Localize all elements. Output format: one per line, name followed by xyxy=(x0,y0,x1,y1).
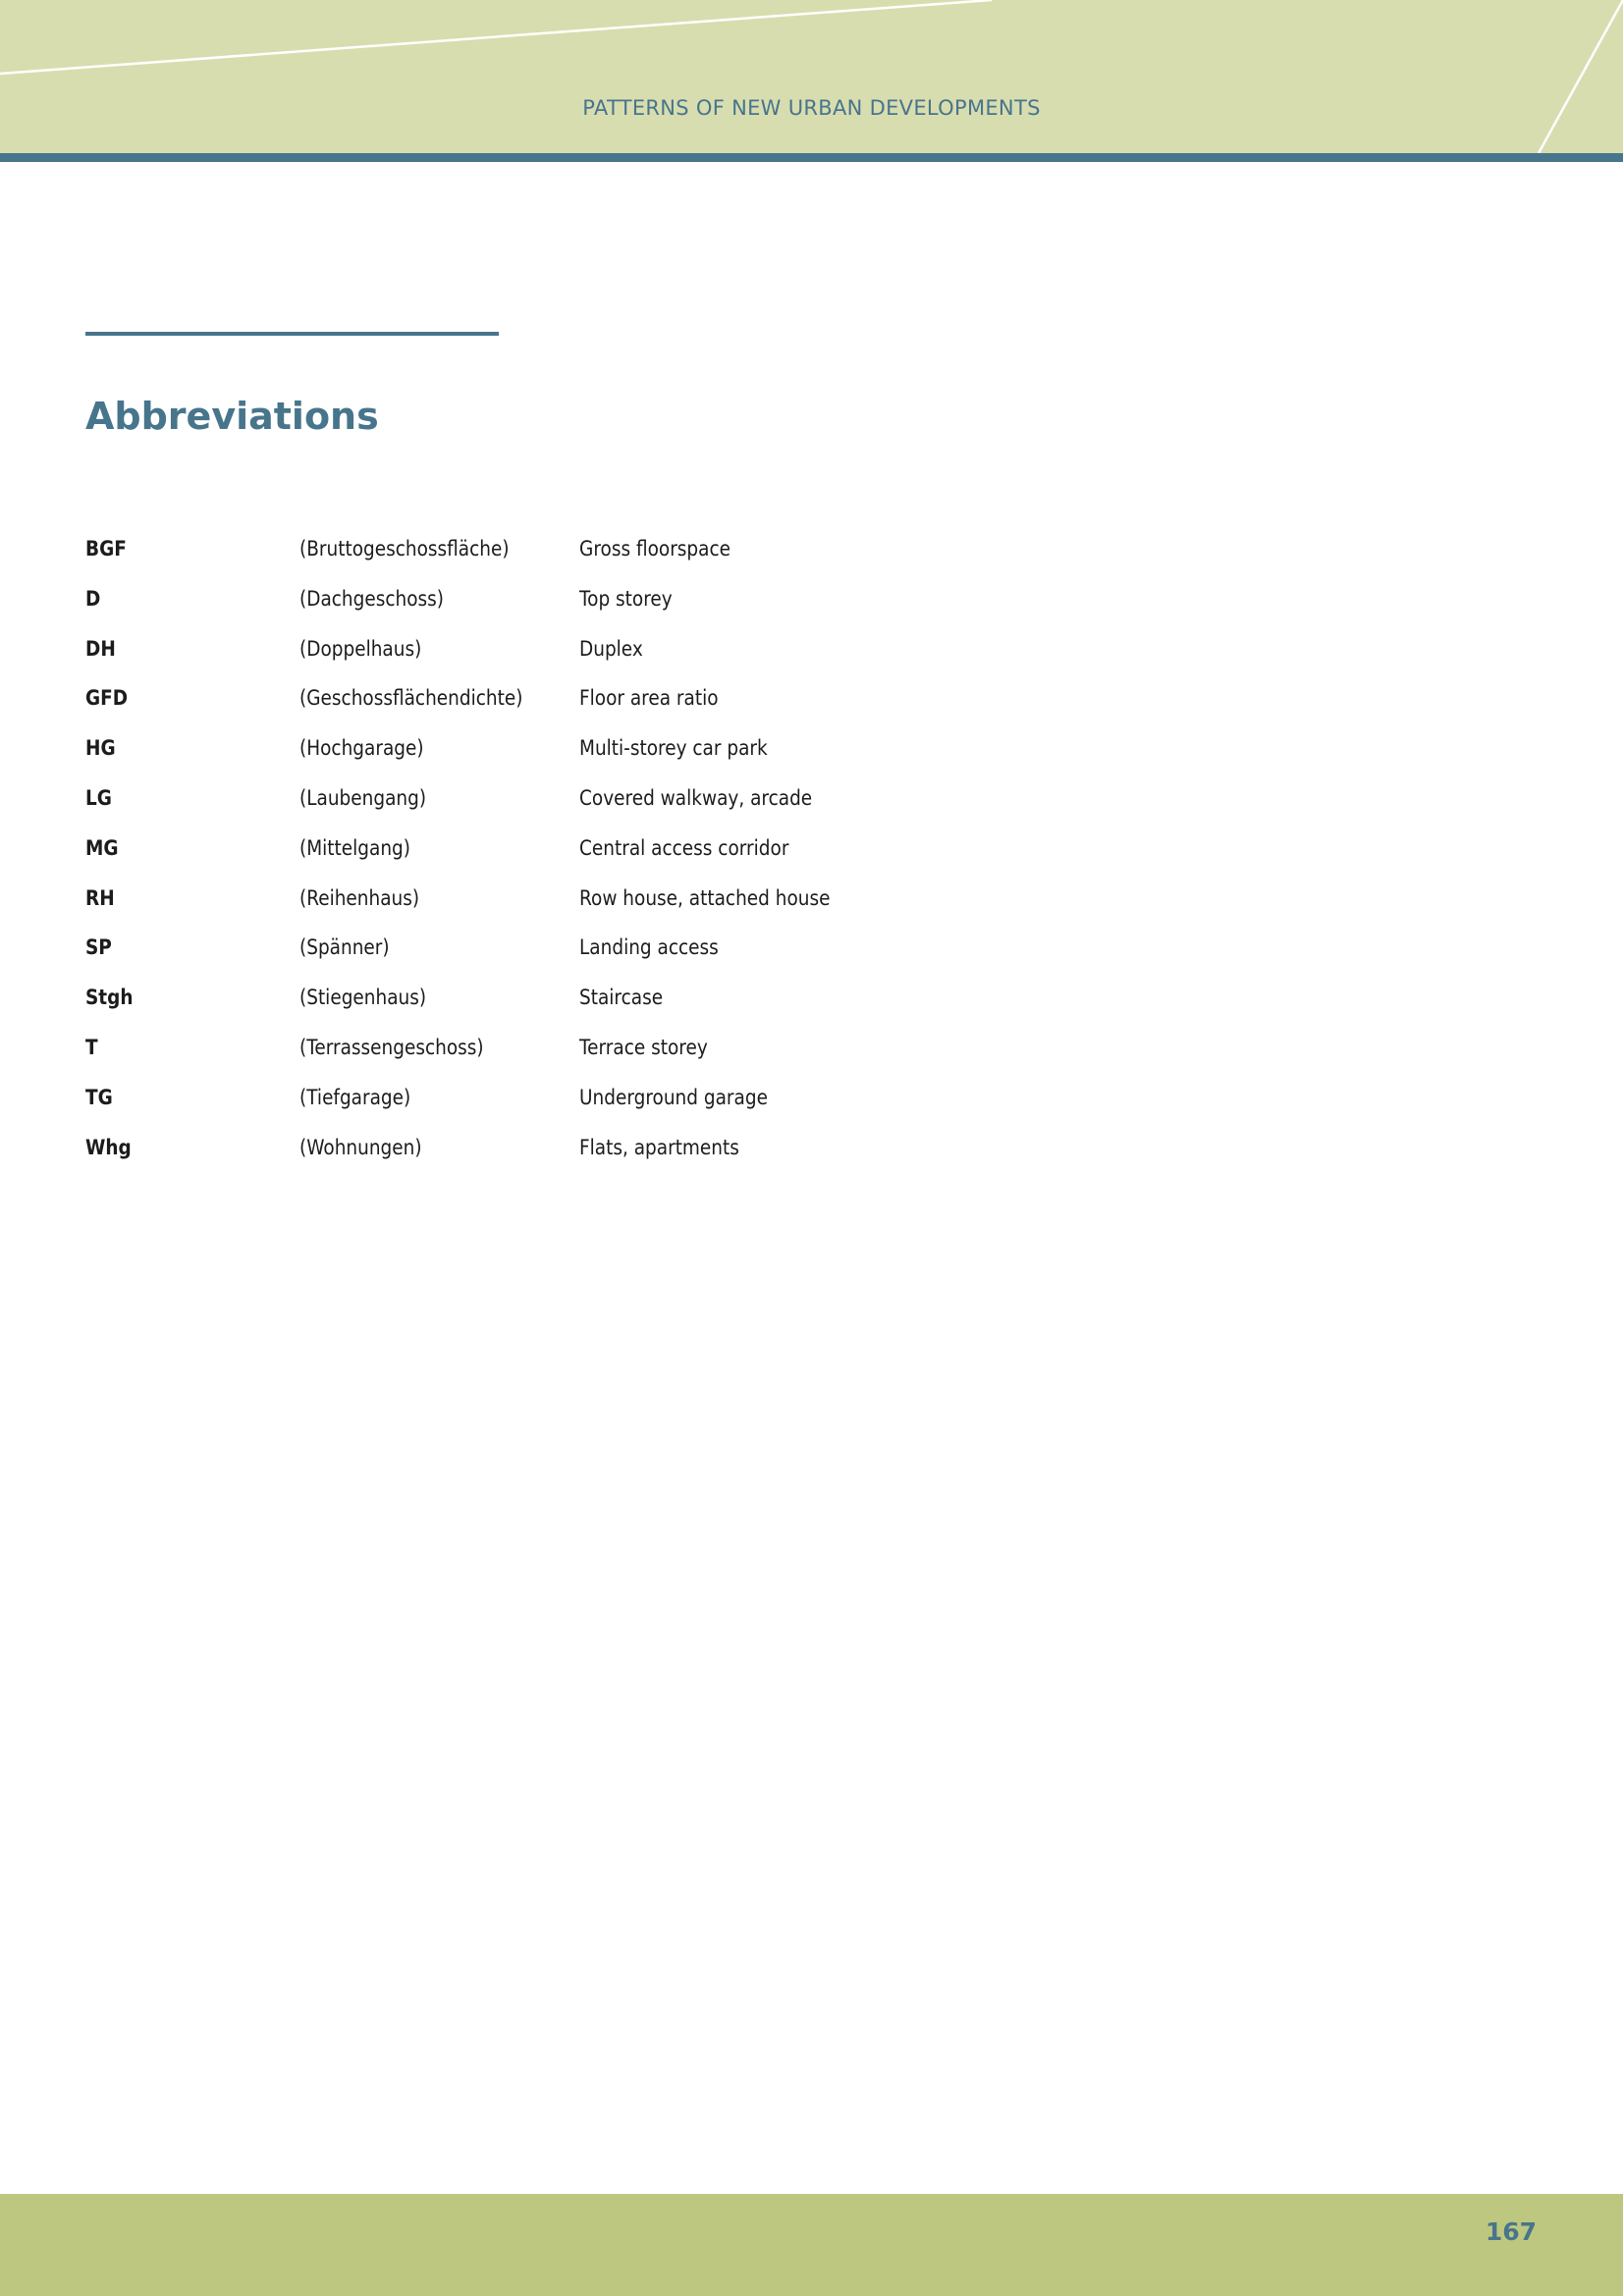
abbreviation-row xyxy=(85,924,969,974)
abbreviation-english: Floor area ratio xyxy=(579,686,719,711)
header-rule xyxy=(0,153,1623,162)
abbreviation-row xyxy=(85,974,969,1024)
abbreviation-row xyxy=(85,525,969,575)
abbreviation-code: BGF xyxy=(85,537,127,561)
abbreviation-german: (Spänner) xyxy=(299,935,390,960)
abbreviation-english: Gross floorspace xyxy=(579,537,731,561)
abbreviation-english: Terrace storey xyxy=(579,1035,708,1059)
abbreviations-table xyxy=(85,525,969,1173)
abbreviation-code: GFD xyxy=(85,686,129,711)
abbreviation-row xyxy=(85,825,969,875)
abbreviation-row xyxy=(85,674,969,724)
abbreviation-english: Staircase xyxy=(579,986,664,1010)
abbreviation-code: LG xyxy=(85,785,112,810)
abbreviation-code: TG xyxy=(85,1085,113,1109)
header-decorative-lines xyxy=(0,0,1623,153)
abbreviation-german: (Dachgeschoss) xyxy=(299,586,445,611)
abbreviation-german: (Laubengang) xyxy=(299,785,427,810)
abbreviation-english: Flats, apartments xyxy=(579,1135,739,1159)
abbreviation-row xyxy=(85,724,969,774)
abbreviation-english: Covered walkway, arcade xyxy=(579,785,813,810)
abbreviation-code: D xyxy=(85,586,101,611)
abbreviation-code: MG xyxy=(85,835,119,860)
abbreviation-row xyxy=(85,1124,969,1174)
page-number: 167 xyxy=(1485,2217,1537,2246)
abbreviation-code: DH xyxy=(85,636,116,661)
abbreviation-english: Underground garage xyxy=(579,1085,768,1109)
abbreviation-row xyxy=(85,875,969,925)
abbreviation-german: (Stiegenhaus) xyxy=(299,986,427,1010)
abbreviation-german: (Doppelhaus) xyxy=(299,636,422,661)
abbreviation-german: (Wohnungen) xyxy=(299,1135,422,1159)
abbreviation-german: (Reihenhaus) xyxy=(299,885,420,910)
abbreviation-english: Duplex xyxy=(579,636,643,661)
abbreviation-german: (Bruttogeschossfläche) xyxy=(299,537,510,561)
abbreviation-german: (Geschossflächendichte) xyxy=(299,686,523,711)
abbreviation-german: (Hochgarage) xyxy=(299,736,424,761)
abbreviation-code: Stgh xyxy=(85,986,134,1010)
abbreviation-english: Central access corridor xyxy=(579,835,789,860)
header-band xyxy=(0,0,1623,153)
abbreviation-code: Whg xyxy=(85,1135,132,1159)
abbreviation-code: T xyxy=(85,1035,98,1059)
abbreviation-german: (Mittelgang) xyxy=(299,835,410,860)
abbreviation-english: Top storey xyxy=(579,586,673,611)
abbreviation-english: Row house, attached house xyxy=(579,885,831,910)
abbreviation-row xyxy=(85,1024,969,1074)
abbreviation-code: SP xyxy=(85,935,112,960)
abbreviation-english: Multi-storey car park xyxy=(579,736,768,761)
abbreviation-german: (Terrassengeschoss) xyxy=(299,1035,484,1059)
abbreviation-code: RH xyxy=(85,885,115,910)
abbreviation-row xyxy=(85,774,969,825)
abbreviation-code: HG xyxy=(85,736,116,761)
abbreviation-row xyxy=(85,625,969,675)
section-rule xyxy=(85,332,499,336)
footer-band xyxy=(0,2194,1623,2296)
running-header-title: PATTERNS OF NEW URBAN DEVELOPMENTS xyxy=(582,96,1041,120)
abbreviation-row xyxy=(85,575,969,625)
abbreviation-english: Landing access xyxy=(579,935,719,960)
abbreviation-row xyxy=(85,1074,969,1124)
page-title: Abbreviations xyxy=(85,395,379,438)
abbreviation-german: (Tiefgarage) xyxy=(299,1085,411,1109)
